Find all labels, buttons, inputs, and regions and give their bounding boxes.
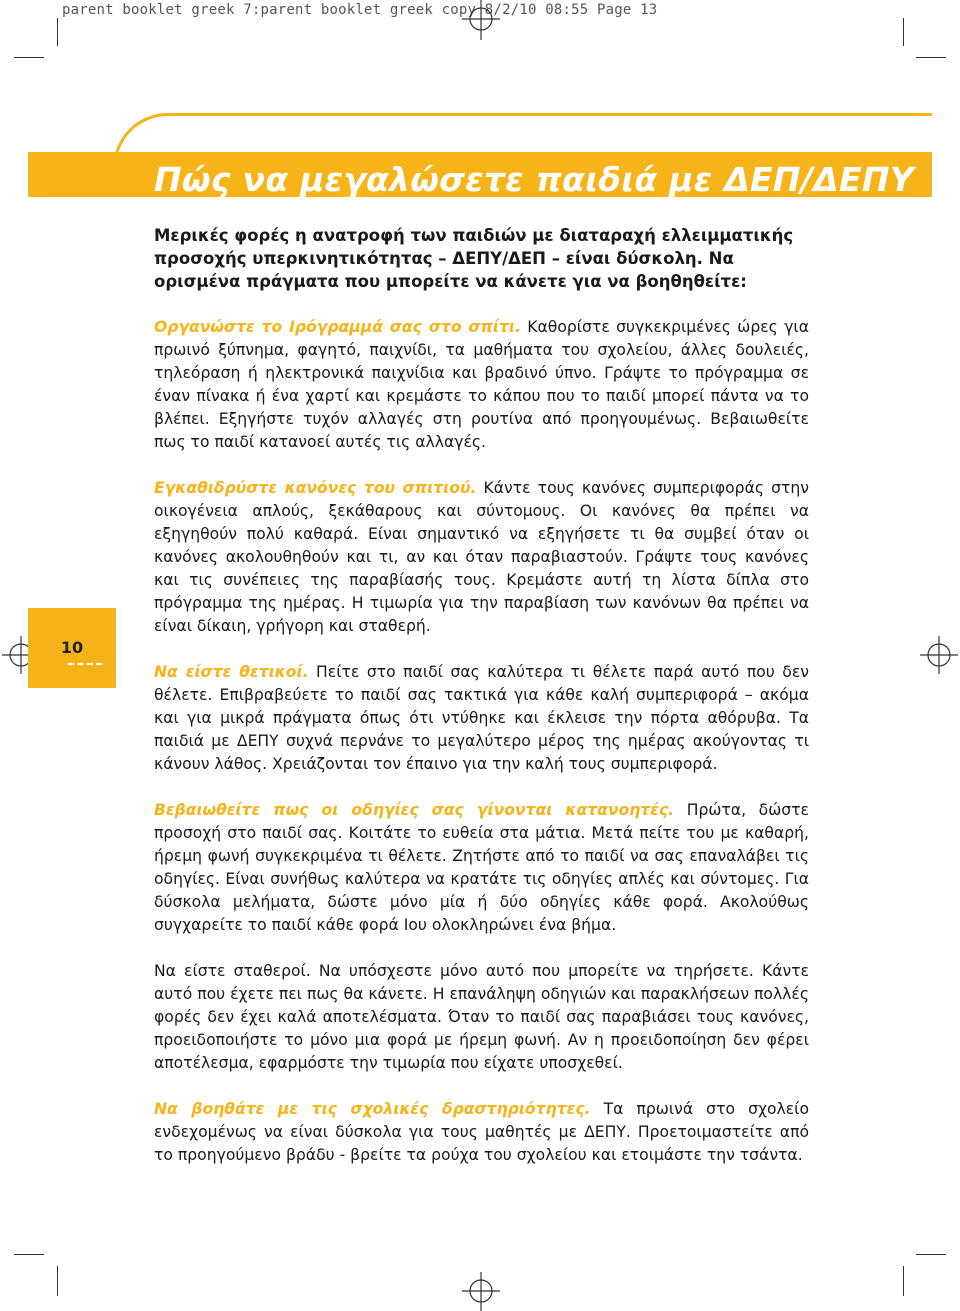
- crop-mark: [14, 57, 44, 58]
- section-body: Πρώτα, δώστε προσοχή στο παιδί σας. Κοιτάτε το ευθεία στα μάτια. Μετά πείτε του με καθαρή, ήρεμη φωνή συγκεκριμένα τι θέλετε. Ζητήστε από το παιδί να σας επαναλάβει τις οδηγίες. Είναι συνήθως καλύτερα να κρατάτε τις οδηγίες απλές και σύντομες. Για δύσκολα μελήματα, δώστε μόνο μία ή δύο οδηγίες κάθε φορά. Ακολούθως συγχαρείτε το παιδί κάθε φορά Ιου ολοκληρώνει ένα βήμα.: [154, 801, 809, 934]
- section-heading: Εγκαθιδρύστε κανόνες του σπιτιού.: [154, 479, 477, 497]
- section-body: Πείτε στο παιδί σας καλύτερα τι θέλετε παρά αυτό που δεν θέλετε. Επιβραβεύετε το παιδί σας τακτικά για κάθε καλή συμπεριφορά – ακόμα και για μικρά πράγματα όπως ότι ντύθηκε και έκλεισε την πόρτα αθόρυβα. Τα παιδιά με ΔΕΠΥ συχνά περνάνε το μεγαλύτερο μέρος της ημέρας ακούγοντας τι κάνουν λάθος. Χρειάζονται τον έπαινο για την καλή τους συμπεριφορά.: [154, 663, 809, 773]
- crop-mark: [916, 1254, 946, 1255]
- crop-mark: [14, 1254, 44, 1255]
- section-heading: Οργανώστε το Ιρόγραμμά σας στο σπίτι.: [154, 318, 521, 336]
- registration-mark-bottom-icon: [462, 1272, 500, 1311]
- section-body: Να είστε σταθεροί. Να υπόσχεστε μόνο αυτό που μπορείτε να τηρήσετε. Κάντε αυτό που έχετε πει πως θα κάνετε. Η επανάληψη οδηγιών και παρακλήσεων πολλές φορές δεν έχει καλά αποτελέσματα. Όταν το παιδί σας παραβιάσει τους κανόνες, προειδοποιήστε το μόνο μια φορά με ήρεμη φωνή. Αν η προειδοποίηση δεν φέρει αποτέλεσμα, εφαρμόστε την τιμωρία που είχατε υποσχεθεί.: [154, 962, 809, 1072]
- crop-mark: [903, 18, 904, 46]
- section-instructions: [154, 799, 809, 937]
- crop-mark: [916, 57, 946, 58]
- crop-mark: [57, 18, 58, 46]
- section-heading: Να βοηθάτε με τις σχολικές δραστηριότητες.: [154, 1100, 591, 1118]
- section-heading: Βεβαιωθείτε πως οι οδηγίες σας γίνονται κατανοητές.: [154, 801, 675, 819]
- section-house-rules: [154, 477, 809, 638]
- section-consistency: [154, 960, 809, 1075]
- section-heading: Να είστε θετικοί.: [154, 663, 309, 681]
- section-body: Κάντε τους κανόνες συμπεριφοράς στην οικογένεια απλούς, ξεκάθαρους και σύντομους. Οι κανόνες θα πρέπει να εξηγηθούν πολύ καθαρά. Είναι σημαντικό να εξηγήσετε τι θα συμβεί όταν οι κανόνες ακολουθηθούν και τι, αν και όταν παραβιαστούν. Γράψτε τους κανόνες και τις συνέπειες της παραβίασής τους. Κρεμάστε αυτή τη λίστα δίπλα στο πρόγραμμα της ημέρας. Η τιμωρία για την παραβίαση των κανόνων θα πρέπει να είναι δίκαιη, γρήγορη και σταθερή.: [154, 479, 809, 635]
- main-content: [154, 316, 809, 1190]
- section-body: Καθορίστε συγκεκριμένες ώρες για πρωινό ξύπνημα, φαγητό, παιχνίδι, τα μαθήματα του σχολείου, άλλες δουλειές, τηλεόραση ή ηλεκτρονικά παιχνίδια και βραδινό ύπνο. Γράψτε το πρόγραμμα σε έναν πίνακα ή ένα χαρτί και κρεμάστε το κάπου που το παιδί μπορεί πάντα να το βλέπει. Εξηγήστε τυχόν αλλαγές στη ρουτίνα από προηγουμένως. Βεβαιωθείτε πως το παιδί κατανοεί αυτές τις αλλαγές.: [154, 318, 809, 451]
- intro-paragraph: Μερικές φορές η ανατροφή των παιδιών με διαταραχή ελλειμματικής προσοχής υπερκινητικότητας – ΔΕΠΥ/ΔΕΠ – είναι δύσκολη. Να ορισμένα πράγματα που μπορείτε να κάνετε για να βοηθηθείτε:: [154, 226, 794, 291]
- page-number: 10: [60, 638, 84, 657]
- section-routine: [154, 316, 809, 454]
- crop-mark: [903, 1266, 904, 1296]
- page-number-tab: [28, 608, 116, 688]
- page-title: Πώς να μεγαλώσετε παιδιά με ΔΕΠ/ΔΕΠΥ: [154, 160, 914, 199]
- registration-mark-right-icon: [920, 636, 958, 674]
- section-be-positive: [154, 661, 809, 776]
- frame-top-line: [190, 113, 932, 116]
- page-number-underline: [68, 663, 102, 665]
- section-school: [154, 1098, 809, 1167]
- print-slug: parent booklet greek 7:parent booklet greek copy 8/2/10 08:55 Page 13: [62, 2, 658, 18]
- crop-mark: [57, 1266, 58, 1296]
- registration-mark-top-icon: [462, 0, 500, 40]
- section-body: Τα πρωινά στο σχολείο ενδεχομένως να είναι δύσκολα για τους μαθητές με ΔΕΠΥ. Προετοιμαστείτε από το προηγούμενο βράδυ - βρείτε τα ρούχα του σχολείου και ετοιμάστε την τσάντα.: [154, 1100, 809, 1164]
